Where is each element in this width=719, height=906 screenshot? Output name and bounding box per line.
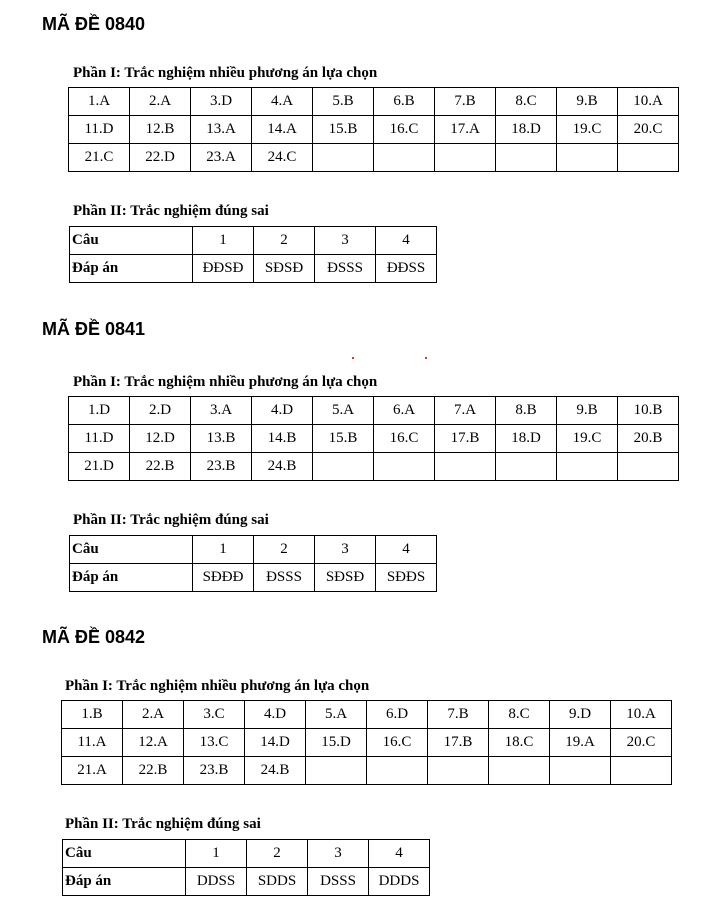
answer-cell (313, 144, 374, 172)
table-row (63, 868, 430, 896)
answer-cell: 16.C (374, 116, 435, 144)
answer-cell: ĐĐSĐ (193, 255, 254, 283)
answer-cell (489, 757, 550, 785)
answer-cell: 8.C (496, 88, 557, 116)
question-row-label: Câu (63, 840, 186, 868)
exam-title-0840: MÃ ĐỀ 0840 (42, 14, 146, 34)
answer-cell (374, 453, 435, 481)
table-row (69, 397, 679, 425)
answer-cell: 21.D (69, 453, 130, 481)
answer-row-label: Đáp án (70, 564, 193, 592)
answer-cell: 3.A (191, 397, 252, 425)
part2-title-0841: Phần II: Trắc nghiệm đúng sai (73, 512, 269, 528)
table-row (69, 453, 679, 481)
answer-cell: 24.C (252, 144, 313, 172)
answer-cell: ĐĐSS (376, 255, 437, 283)
part2-title-0842: Phần II: Trắc nghiệm đúng sai (65, 816, 261, 832)
answer-cell: 21.A (62, 757, 123, 785)
answer-cell: 23.A (191, 144, 252, 172)
part2-table-0841 (69, 535, 437, 592)
answer-cell: 23.B (191, 453, 252, 481)
answer-cell: 9.D (550, 701, 611, 729)
answer-cell: 13.C (184, 729, 245, 757)
answer-cell: 7.B (428, 701, 489, 729)
answer-cell (557, 144, 618, 172)
answer-cell: 3.C (184, 701, 245, 729)
answer-cell (374, 144, 435, 172)
answer-cell: 2.A (130, 88, 191, 116)
exam-title-0841: MÃ ĐỀ 0841 (42, 319, 146, 339)
answer-cell: 14.D (245, 729, 306, 757)
question-number: 3 (315, 536, 376, 564)
answer-cell: 22.B (123, 757, 184, 785)
answer-cell: 10.A (611, 701, 672, 729)
answer-cell: 2.D (130, 397, 191, 425)
answer-cell: 21.C (69, 144, 130, 172)
answer-cell: 13.A (191, 116, 252, 144)
answer-cell: 20.C (611, 729, 672, 757)
answer-cell: 20.B (618, 425, 679, 453)
answer-cell: 4.D (245, 701, 306, 729)
answer-cell: 1.A (69, 88, 130, 116)
answer-cell: 18.D (496, 425, 557, 453)
red-mark (352, 357, 354, 359)
answer-cell: 1.D (69, 397, 130, 425)
answer-cell (618, 144, 679, 172)
answer-cell (367, 757, 428, 785)
answer-cell: SĐSĐ (254, 255, 315, 283)
answer-cell (496, 144, 557, 172)
table-row (69, 425, 679, 453)
table-row (69, 116, 679, 144)
question-number: 1 (193, 227, 254, 255)
answer-cell: 11.D (69, 116, 130, 144)
answer-cell: 6.A (374, 397, 435, 425)
question-number: 4 (376, 227, 437, 255)
answer-cell (611, 757, 672, 785)
answer-cell: 19.A (550, 729, 611, 757)
exam-title-0842: MÃ ĐỀ 0842 (42, 627, 146, 647)
answer-cell: 15.D (306, 729, 367, 757)
question-number: 2 (254, 536, 315, 564)
answer-cell: 8.B (496, 397, 557, 425)
answer-cell: 12.A (123, 729, 184, 757)
answer-row-label: Đáp án (63, 868, 186, 896)
part2-table-0840 (69, 226, 437, 283)
answer-cell: ĐSSS (315, 255, 376, 283)
answer-cell: 24.B (245, 757, 306, 785)
red-mark (425, 357, 427, 359)
answer-cell: 15.B (313, 425, 374, 453)
answer-cell: 7.B (435, 88, 496, 116)
answer-cell: SDDS (247, 868, 308, 896)
table-row (62, 757, 672, 785)
answer-cell: 18.C (489, 729, 550, 757)
question-number: 4 (369, 840, 430, 868)
answer-cell (313, 453, 374, 481)
answer-cell: 19.C (557, 425, 618, 453)
answer-cell: SĐĐS (376, 564, 437, 592)
answer-cell: 16.C (367, 729, 428, 757)
answer-cell: 11.A (62, 729, 123, 757)
answer-cell: 17.B (435, 425, 496, 453)
answer-cell: 4.A (252, 88, 313, 116)
question-number: 3 (308, 840, 369, 868)
answer-cell: 14.B (252, 425, 313, 453)
table-row (62, 729, 672, 757)
answer-cell (435, 144, 496, 172)
answer-cell: 6.B (374, 88, 435, 116)
answer-cell: 4.D (252, 397, 313, 425)
table-row (70, 564, 437, 592)
part2-table-0842 (62, 839, 430, 896)
answer-cell (550, 757, 611, 785)
part1-title-0841: Phần I: Trắc nghiệm nhiều phương án lựa chọn (73, 374, 378, 390)
answer-cell: 9.B (557, 397, 618, 425)
table-row (69, 144, 679, 172)
part1-title-0840: Phần I: Trắc nghiệm nhiều phương án lựa chọn (73, 65, 378, 81)
answer-cell (496, 453, 557, 481)
answer-cell: 7.A (435, 397, 496, 425)
answer-cell: 1.B (62, 701, 123, 729)
answer-cell: 8.C (489, 701, 550, 729)
answer-cell: 10.B (618, 397, 679, 425)
answer-cell: SĐĐĐ (193, 564, 254, 592)
answer-cell: 24.B (252, 453, 313, 481)
answer-cell: 11.D (69, 425, 130, 453)
answer-cell (428, 757, 489, 785)
answer-cell: 15.B (313, 116, 374, 144)
answer-cell: ĐSSS (254, 564, 315, 592)
answer-cell (618, 453, 679, 481)
table-row (69, 88, 679, 116)
answer-cell: 6.D (367, 701, 428, 729)
answer-cell: DDDS (369, 868, 430, 896)
answer-cell: 17.A (435, 116, 496, 144)
table-row (70, 255, 437, 283)
answer-cell: 13.B (191, 425, 252, 453)
answer-cell: 12.D (130, 425, 191, 453)
table-row (70, 227, 437, 255)
answer-cell (306, 757, 367, 785)
answer-cell: 19.C (557, 116, 618, 144)
question-number: 2 (254, 227, 315, 255)
question-row-label: Câu (70, 536, 193, 564)
answer-cell: 9.B (557, 88, 618, 116)
answer-cell: DDSS (186, 868, 247, 896)
part2-title-0840: Phần II: Trắc nghiệm đúng sai (73, 203, 269, 219)
answer-cell: 16.C (374, 425, 435, 453)
answer-cell: 2.A (123, 701, 184, 729)
answer-cell: 3.D (191, 88, 252, 116)
table-row (62, 701, 672, 729)
answer-cell: 23.B (184, 757, 245, 785)
answer-cell: 5.A (306, 701, 367, 729)
answer-cell: 14.A (252, 116, 313, 144)
answer-cell: 22.D (130, 144, 191, 172)
question-row-label: Câu (70, 227, 193, 255)
answer-cell: 12.B (130, 116, 191, 144)
part1-table-0842 (61, 700, 672, 785)
question-number: 3 (315, 227, 376, 255)
answer-cell: 17.B (428, 729, 489, 757)
answer-cell: 5.A (313, 397, 374, 425)
part1-title-0842: Phần I: Trắc nghiệm nhiều phương án lựa chọn (65, 678, 370, 694)
answer-cell: 22.B (130, 453, 191, 481)
answer-cell: DSSS (308, 868, 369, 896)
question-number: 1 (193, 536, 254, 564)
table-row (63, 840, 430, 868)
answer-cell (435, 453, 496, 481)
answer-cell: 5.B (313, 88, 374, 116)
answer-cell: 10.A (618, 88, 679, 116)
part1-table-0841 (68, 396, 679, 481)
question-number: 2 (247, 840, 308, 868)
part1-table-0840 (68, 87, 679, 172)
answer-cell: 20.C (618, 116, 679, 144)
answer-cell: 18.D (496, 116, 557, 144)
table-row (70, 536, 437, 564)
answer-cell (557, 453, 618, 481)
answer-cell: SĐSĐ (315, 564, 376, 592)
answer-row-label: Đáp án (70, 255, 193, 283)
question-number: 1 (186, 840, 247, 868)
question-number: 4 (376, 536, 437, 564)
